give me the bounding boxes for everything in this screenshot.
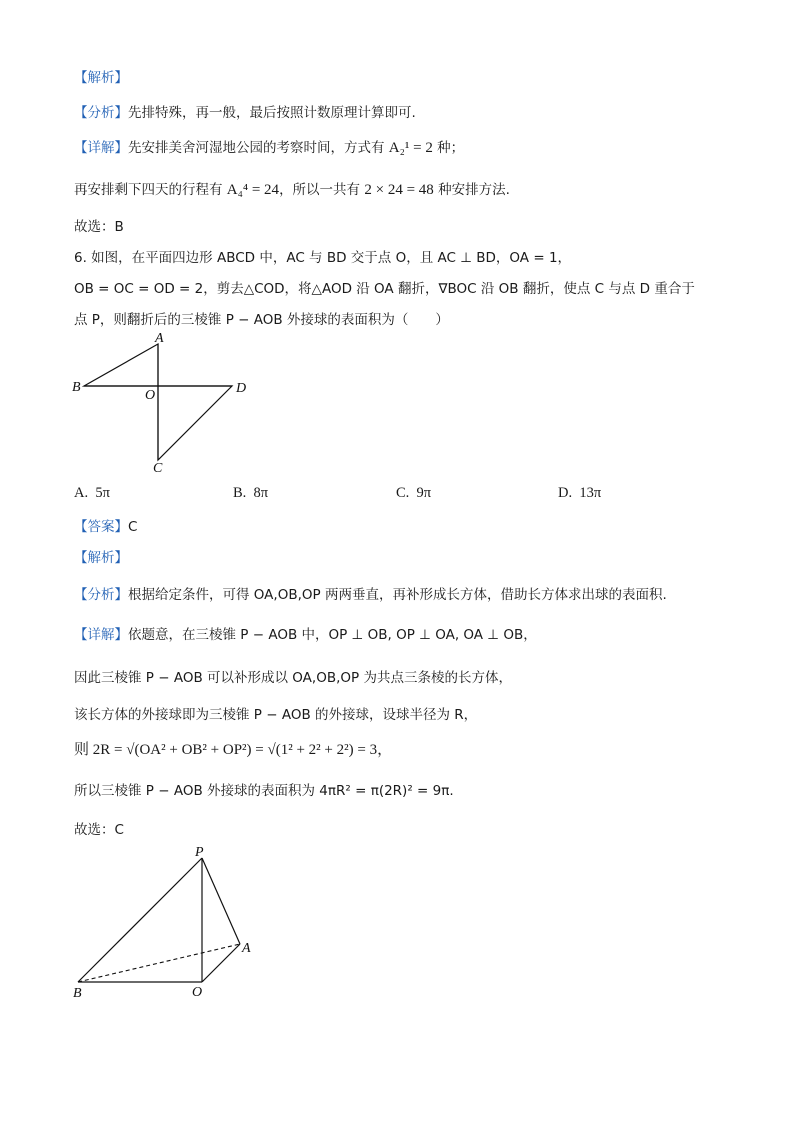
analysis-line-2 <box>74 583 667 603</box>
option-d[interactable] <box>558 485 601 502</box>
solution-line-4: 所以三棱锥 P − AOB 外接球的表面积为 4πR² = π(2R)² = 9π. <box>74 783 454 799</box>
label-a: A <box>155 331 164 346</box>
label-b2: B <box>73 986 82 1001</box>
option-a-label: A. <box>74 485 89 501</box>
label-a2: A <box>242 941 251 956</box>
option-a-value: 5π <box>95 485 110 501</box>
question-6-line-2: OB = OC = OD = 2，剪去△COD，将△AOD 沿 OA 翻折，∇BOC 沿 OB 翻折，使点 C 与点 D 重合于 <box>74 281 695 297</box>
solution-line-1: 因此三棱锥 P − AOB 可以补形成以 OA,OB,OP 为共点三条棱的长方体， <box>74 670 512 686</box>
label-c: C <box>153 461 163 476</box>
detail-text-1b: 种； <box>432 140 465 156</box>
detail-math-1: A₂¹ = 2 <box>388 140 433 156</box>
detail-tag-1: 【详解】 <box>74 140 128 156</box>
jiexi-header-1: 【解析】 <box>74 70 128 86</box>
detail-text-3: 依题意，在三棱锥 P − AOB 中，OP ⊥ OB, OP ⊥ OA, OA ⊥ OB， <box>128 627 537 643</box>
detail-text-1a: 先安排美舍河湿地公园的考察时间，方式有 <box>128 140 389 156</box>
analysis-text-2: 根据给定条件，可得 OA,OB,OP 两两垂直，再补形成长方体，借助长方体求出球的表面积. <box>128 587 667 603</box>
option-c[interactable] <box>396 485 431 502</box>
label-o: O <box>145 388 156 403</box>
detail-text-2b: ，所以一共有 <box>279 182 365 198</box>
detail-line-2 <box>74 178 510 199</box>
analysis-text-1: 先排特殊，再一般，最后按照计数原理计算即可. <box>128 105 416 121</box>
analysis-tag-2: 【分析】 <box>74 587 128 603</box>
detail-line-3 <box>74 623 537 643</box>
edge-ba-hidden <box>78 944 240 982</box>
detail-math-2a: A₄⁴ = 24 <box>226 182 280 198</box>
jiexi-header-2: 【解析】 <box>74 550 128 566</box>
question-6-line-3: 点 P，则翻折后的三棱锥 P − AOB 外接球的表面积为（ ） <box>74 312 449 328</box>
label-o2: O <box>192 985 203 1000</box>
detail-math-2b: 2 × 24 = 48 <box>364 182 434 198</box>
edge-pa <box>202 858 240 944</box>
answer-line <box>74 515 137 535</box>
solution-line-3: 则 2R = √(OA² + OB² + OP²) = √(1² + 2² + 2²) = 3， <box>74 742 393 758</box>
option-c-value: 9π <box>416 485 432 501</box>
option-b[interactable] <box>233 485 268 502</box>
tetrahedron-figure <box>64 842 274 1007</box>
detail-line-1 <box>74 136 464 157</box>
label-b: B <box>72 380 81 395</box>
answer-line-1: 故选：B <box>74 219 124 235</box>
answer-tag: 【答案】 <box>74 519 128 535</box>
option-d-label: D. <box>558 485 573 501</box>
option-b-label: B. <box>233 485 247 501</box>
answer-line-2: 故选：C <box>74 822 124 838</box>
analysis-tag-1: 【分析】 <box>74 105 128 121</box>
label-p: P <box>195 845 204 860</box>
detail-text-2a: 再安排剩下四天的行程有 <box>74 182 227 198</box>
solution-line-2: 该长方体的外接球即为三棱锥 P − AOB 的外接球，设球半径为 R， <box>74 707 478 723</box>
quadrilateral-figure <box>64 330 264 480</box>
detail-text-2c: 种安排方法. <box>433 182 510 198</box>
edge-pb <box>78 858 202 982</box>
option-c-label: C. <box>396 485 410 501</box>
analysis-line-1 <box>74 101 416 121</box>
option-b-value: 8π <box>253 485 269 501</box>
label-d: D <box>236 381 247 396</box>
edge-oa <box>202 944 240 982</box>
question-6-line-1: 6. 如图，在平面四边形 ABCD 中，AC 与 BD 交于点 O，且 AC ⊥ BD，OA = 1， <box>74 250 572 266</box>
option-a[interactable] <box>74 485 110 502</box>
answer-value: C <box>128 519 138 535</box>
detail-tag-2: 【详解】 <box>74 627 128 643</box>
option-d-value: 13π <box>579 485 602 501</box>
